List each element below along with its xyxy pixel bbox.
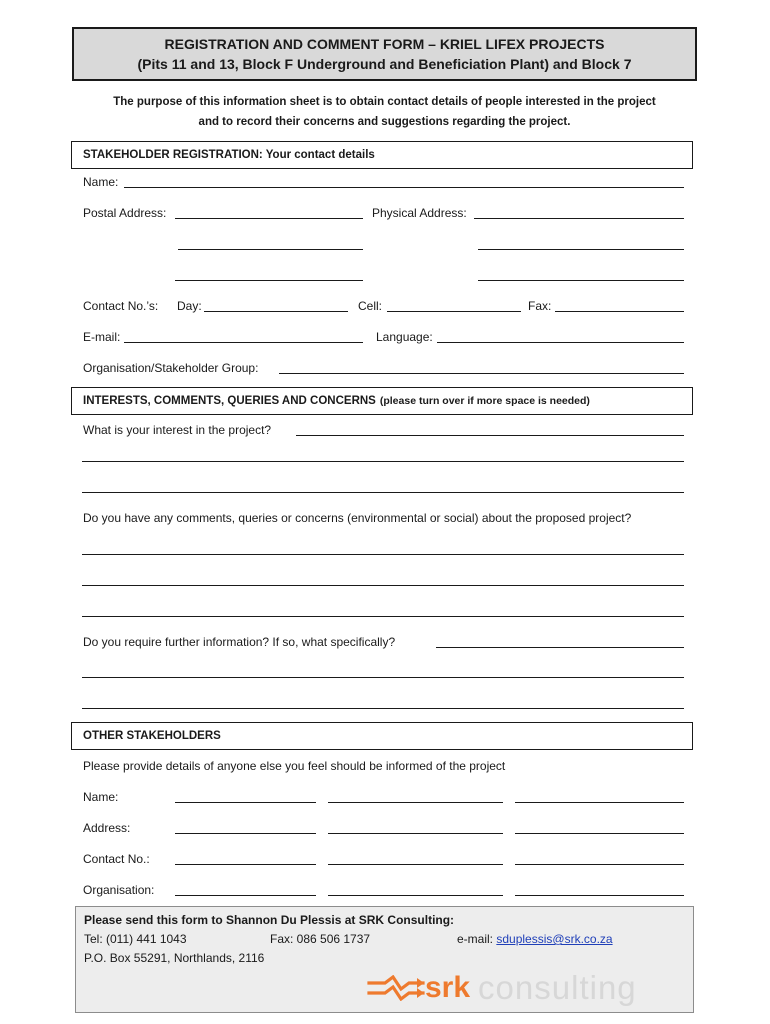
logo-srk-text: srk <box>425 971 471 1004</box>
fax-label: Fax: <box>528 299 552 313</box>
name-field[interactable] <box>124 187 684 188</box>
other-name-field-3[interactable] <box>515 802 684 803</box>
postal-address-field-1[interactable] <box>175 218 363 219</box>
interests-note: (please turn over if more space is needed) <box>379 395 590 407</box>
footer-email-row <box>457 932 613 946</box>
other-address-field-3[interactable] <box>515 833 684 834</box>
other-stakeholders-heading: OTHER STAKEHOLDERS <box>83 730 221 742</box>
cell-phone-field[interactable] <box>387 311 521 312</box>
footer-po-box: P.O. Box 55291, Northlands, 2116 <box>84 951 265 965</box>
logo-consulting-text: consulting <box>478 969 637 1006</box>
other-stakeholders-heading-box <box>71 722 693 750</box>
footer-fax: Fax: 086 506 1737 <box>270 932 371 946</box>
other-organisation-field-2[interactable] <box>328 895 503 896</box>
organisation-field[interactable] <box>279 373 684 374</box>
further-info-answer-line-2[interactable] <box>82 677 684 678</box>
other-stakeholders-intro: Please provide details of anyone else you feel should be informed of the project <box>83 759 506 773</box>
physical-address-field-2[interactable] <box>478 249 684 250</box>
other-organisation-field-1[interactable] <box>175 895 316 896</box>
email-label: E-mail: <box>83 330 121 344</box>
form-title-line2: (Pits 11 and 13, Block F Underground and Beneficiation Plant) and Block 7 <box>137 56 632 72</box>
comments-answer-line-2[interactable] <box>82 585 684 586</box>
other-name-field-1[interactable] <box>175 802 316 803</box>
other-organisation-label: Organisation: <box>83 883 155 897</box>
organisation-label: Organisation/Stakeholder Group: <box>83 361 259 375</box>
purpose-line2: and to record their concerns and suggestions regarding the project. <box>198 116 571 128</box>
other-contact-field-2[interactable] <box>328 864 503 865</box>
interests-heading: INTERESTS, COMMENTS, QUERIES AND CONCERNS <box>83 395 376 407</box>
postal-address-label: Postal Address: <box>83 206 167 220</box>
day-phone-field[interactable] <box>204 311 348 312</box>
further-info-answer-line-1[interactable] <box>436 647 684 648</box>
interest-answer-line-3[interactable] <box>82 492 684 493</box>
other-address-field-2[interactable] <box>328 833 503 834</box>
other-name-label: Name: <box>83 790 119 804</box>
other-contact-label: Contact No.: <box>83 852 150 866</box>
physical-address-label: Physical Address: <box>372 206 467 220</box>
other-address-field-1[interactable] <box>175 833 316 834</box>
srk-logo <box>367 969 637 1007</box>
physical-address-field-3[interactable] <box>478 280 684 281</box>
other-address-label: Address: <box>83 821 131 835</box>
further-info-question: Do you require further information? If so, what specifically? <box>83 635 396 649</box>
registration-heading-box <box>71 141 693 169</box>
comments-answer-line-1[interactable] <box>82 554 684 555</box>
postal-address-field-3[interactable] <box>175 280 363 281</box>
day-label: Day: <box>177 299 202 313</box>
postal-address-field-2[interactable] <box>178 249 363 250</box>
fax-field[interactable] <box>555 311 684 312</box>
cell-label: Cell: <box>358 299 383 313</box>
send-to-text: Please send this form to Shannon Du Plessis at SRK Consulting: <box>84 913 455 927</box>
interest-question: What is your interest in the project? <box>83 423 272 437</box>
purpose-line1: The purpose of this information sheet is to obtain contact details of people interested in the project <box>113 96 656 108</box>
footer-email-link[interactable]: sduplessis@srk.co.za <box>496 932 613 946</box>
other-contact-field-3[interactable] <box>515 864 684 865</box>
comments-answer-line-3[interactable] <box>82 616 684 617</box>
other-contact-field-1[interactable] <box>175 864 316 865</box>
interest-answer-line-2[interactable] <box>82 461 684 462</box>
srk-arrows-icon <box>367 975 425 1001</box>
contact-footer-box <box>75 906 694 1013</box>
footer-tel: Tel: (011) 441 1043 <box>84 932 187 946</box>
physical-address-field-1[interactable] <box>474 218 684 219</box>
other-name-field-2[interactable] <box>328 802 503 803</box>
interest-answer-line-1[interactable] <box>296 435 684 436</box>
form-title-line1: REGISTRATION AND COMMENT FORM – KRIEL LIFEX PROJECTS <box>164 36 605 52</box>
further-info-answer-line-3[interactable] <box>82 708 684 709</box>
comments-question: Do you have any comments, queries or concerns (environmental or social) about the proposed project? <box>83 511 632 525</box>
interests-heading-box <box>71 387 693 415</box>
purpose-text <box>72 92 697 132</box>
footer-email-label: e-mail: <box>457 932 494 946</box>
language-label: Language: <box>376 330 433 344</box>
language-field[interactable] <box>437 342 684 343</box>
contact-numbers-label: Contact No.’s: <box>83 299 159 313</box>
form-title-box <box>72 27 697 81</box>
registration-heading: STAKEHOLDER REGISTRATION: Your contact details <box>83 149 375 161</box>
email-field[interactable] <box>124 342 363 343</box>
name-label: Name: <box>83 175 119 189</box>
other-organisation-field-3[interactable] <box>515 895 684 896</box>
